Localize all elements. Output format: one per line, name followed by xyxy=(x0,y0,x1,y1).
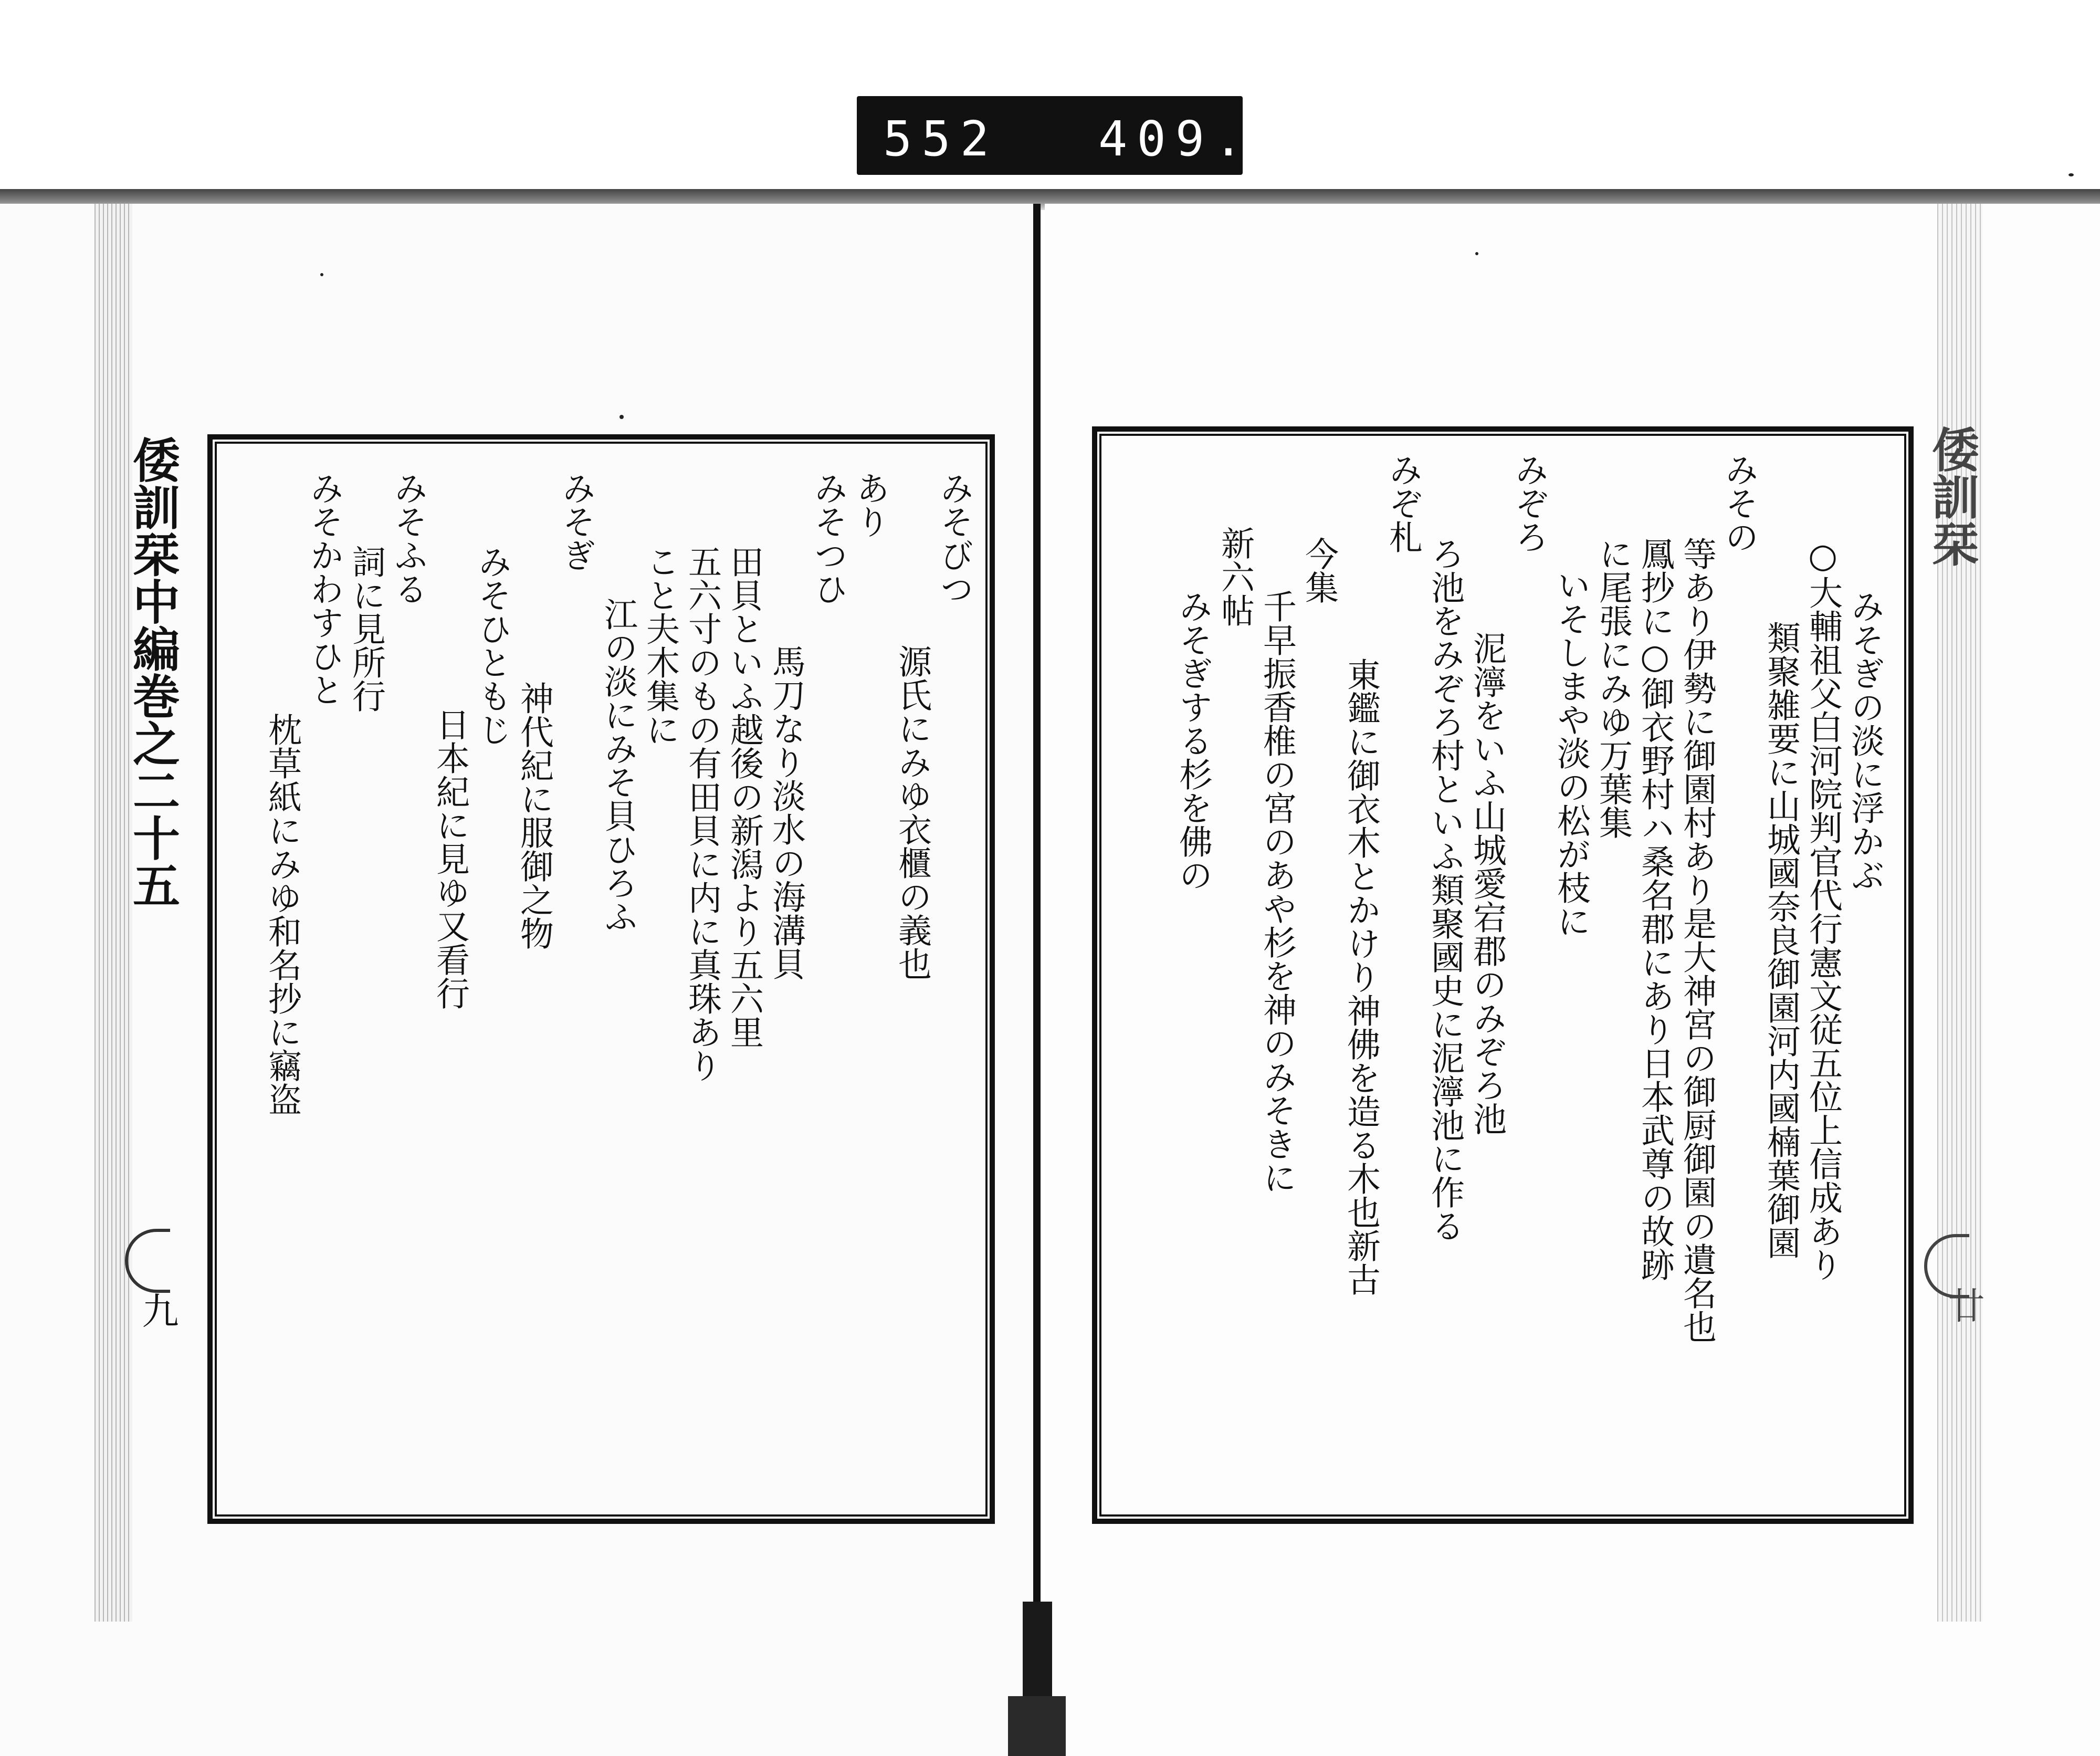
right-column-4: みその xyxy=(1719,453,1758,553)
scan-speck xyxy=(2068,173,2074,176)
left-column-10: みそぎ xyxy=(556,471,595,572)
right-column-13: 東鑑に御衣木とかけり神佛を造る木也新古 xyxy=(1341,657,1380,1296)
right-text-frame xyxy=(1092,426,1914,1524)
right-folio-number: 廿 xyxy=(1942,1287,1985,1323)
left-page-edges xyxy=(94,204,132,1622)
right-column-6: 鳳抄に○御衣野村ハ桑名郡にあり日本武尊の故跡 xyxy=(1635,537,1674,1281)
left-column-1: みそびつ xyxy=(934,471,973,605)
left-column-13: 日本紀に見ゆ又看行 xyxy=(430,707,469,1010)
left-column-11: 神代紀に服御之物 xyxy=(514,681,553,950)
scan-speck xyxy=(320,273,323,276)
right-column-16: 新六帖 xyxy=(1215,526,1254,627)
right-column-15: 千早振香椎の宮のあや杉を神のみそきに xyxy=(1257,589,1296,1194)
right-column-8: いそしまや淡の松が枝に xyxy=(1551,568,1590,938)
left-column-5: 馬刀なり淡水の海溝貝 xyxy=(766,644,805,980)
left-column-2: 源氏にみゆ衣櫃の義也 xyxy=(892,644,931,980)
right-page-edges xyxy=(1937,204,1982,1622)
left-folio-number: 九 xyxy=(136,1292,179,1329)
right-column-2: ○大輔祖父白河院判官代行憲文従五位上信成あり xyxy=(1803,537,1842,1281)
left-page-title xyxy=(124,436,180,908)
left-column-12: みそひともじ xyxy=(472,545,511,746)
left-column-16: みそかわすひと xyxy=(304,471,343,706)
right-column-12: みぞ札 xyxy=(1383,453,1422,553)
left-column-8: こと夫木集に xyxy=(640,545,679,746)
scan-speck xyxy=(620,415,624,419)
catalogue-number-left: 552 xyxy=(883,111,999,167)
right-column-9: みぞろ xyxy=(1509,453,1548,553)
spine-clip-base xyxy=(1008,1696,1066,1756)
right-column-7: に尾張にみゆ万葉集 xyxy=(1593,537,1632,839)
right-column-10: 泥濘をいふ山城愛宕郡のみぞろ池 xyxy=(1467,631,1506,1135)
right-column-17: みそぎする杉を佛の xyxy=(1173,589,1212,892)
catalogue-label xyxy=(857,96,1253,175)
right-column-14: 今集 xyxy=(1299,537,1338,604)
right-column-1: みそぎの淡に浮かぶ xyxy=(1845,589,1884,892)
left-column-7: 五六寸のもの有田貝に内に真珠あり xyxy=(682,545,721,1082)
right-page-title: 倭訓栞 xyxy=(1924,425,1979,567)
left-column-3: あり xyxy=(850,471,889,538)
left-column-17: 枕草紙にみゆ和名抄に竊盗 xyxy=(262,713,301,1116)
left-title-main: 倭訓栞 xyxy=(124,436,180,578)
left-title-volume: 中編巻之二十五 xyxy=(124,578,180,908)
right-column-5: 等あり伊勢に御園村あり是大神宮の御厨御園の遺名也 xyxy=(1677,537,1716,1343)
right-column-11: ろ池をみぞろ村といふ類聚國史に泥濘池に作る xyxy=(1425,537,1464,1242)
scan-speck xyxy=(1475,252,1478,255)
left-column-6: 田貝といふ越後の新潟より五六里 xyxy=(724,545,763,1049)
left-column-9: 江の淡にみそ貝ひろふ xyxy=(598,597,637,933)
left-column-4: みそつひ xyxy=(808,471,847,605)
catalogue-number-right: 409. xyxy=(1098,111,1253,167)
left-column-14: みそふる xyxy=(388,471,427,605)
left-column-15: 詞に見所行 xyxy=(346,545,385,713)
left-text-frame xyxy=(207,434,995,1524)
book-spine xyxy=(1033,204,1041,1756)
right-column-3: 類聚雑要に山城國奈良御園河内國楠葉御園 xyxy=(1761,621,1800,1259)
